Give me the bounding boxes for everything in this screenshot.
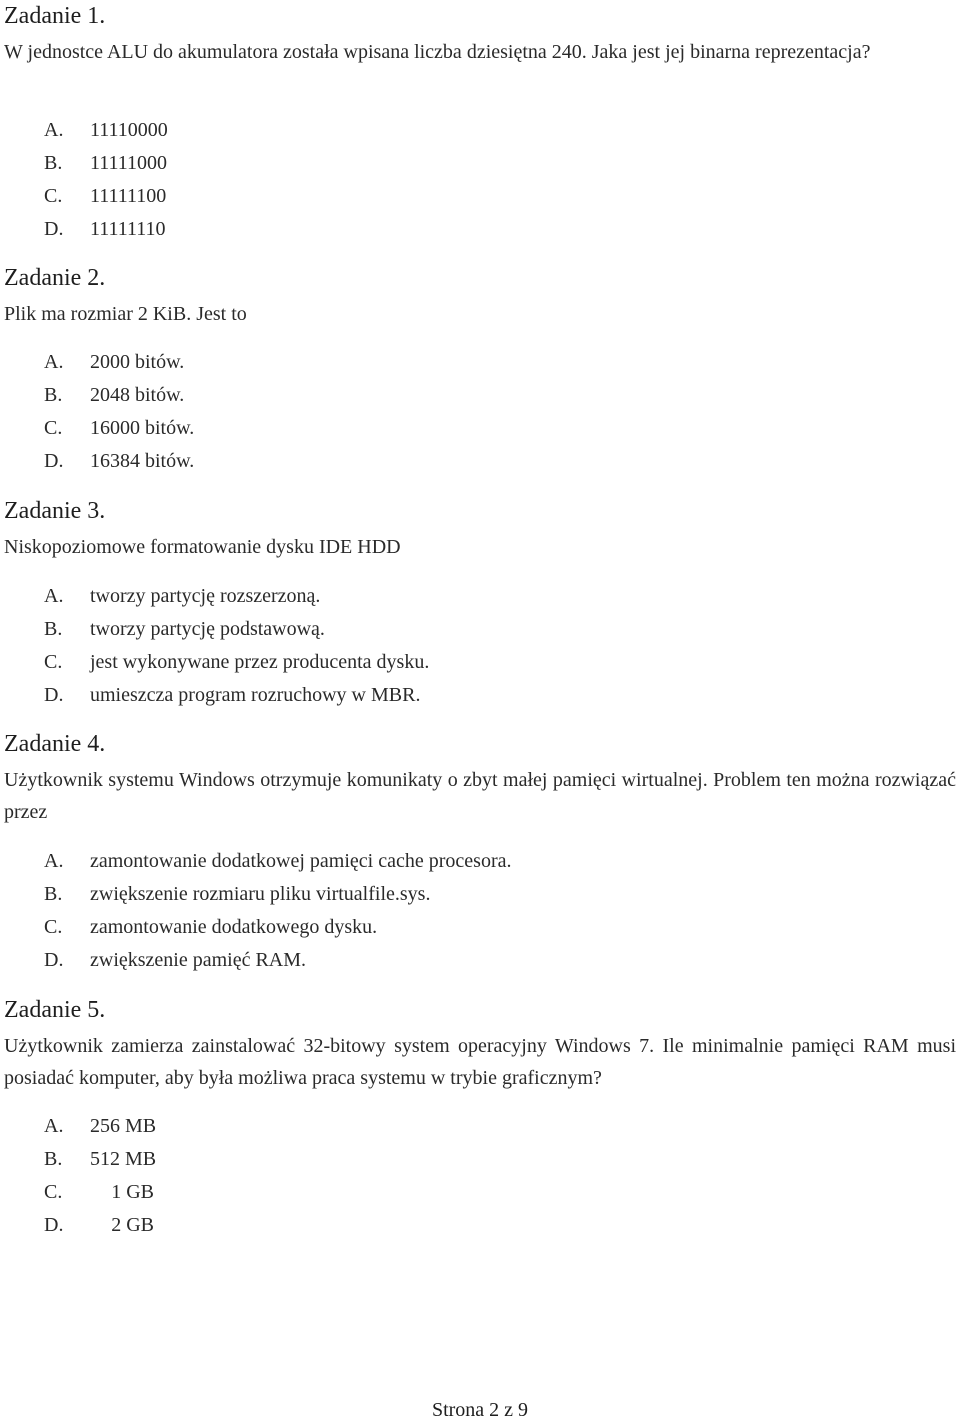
option-a: A. 2000 bitów. <box>44 351 185 373</box>
option-c: C. 16000 bitów. <box>44 417 195 439</box>
option-b: B. 2048 bitów. <box>44 384 185 406</box>
task-3-options <box>44 580 429 712</box>
option-b: B. 11111000 <box>44 152 168 174</box>
task-title: Zadanie 4. <box>4 731 106 757</box>
option-c: C. zamontowanie dodatkowego dysku. <box>44 916 378 938</box>
option-c: C. jest wykonywane przez producenta dysku. <box>44 651 430 673</box>
option-c: C. 11111100 <box>44 185 167 207</box>
task-2-options <box>44 346 194 478</box>
task-5-options <box>44 1110 156 1242</box>
option-d: D. 2 GB <box>44 1214 154 1236</box>
task-4 <box>4 728 956 828</box>
task-title: Zadanie 1. <box>4 3 106 29</box>
task-1-options <box>44 114 168 246</box>
option-d: D. 16384 bitów. <box>44 450 195 472</box>
task-question: Użytkownik systemu Windows otrzymuje komunikaty o zbyt małej pamięci wirtualnej. Problem ten można rozwiązać przez <box>4 769 956 823</box>
task-question: Niskopoziomowe formatowanie dysku IDE HDD <box>4 536 401 558</box>
option-a: A. 256 MB <box>44 1115 157 1137</box>
task-question: Plik ma rozmiar 2 KiB. Jest to <box>4 303 247 325</box>
option-a: A. zamontowanie dodatkowej pamięci cache procesora. <box>44 850 512 872</box>
option-a: A. 11110000 <box>44 119 168 141</box>
task-2 <box>4 262 956 330</box>
task-title: Zadanie 5. <box>4 997 106 1023</box>
option-c: C. 1 GB <box>44 1181 154 1203</box>
option-d: D. 11111110 <box>44 218 166 240</box>
task-question: Użytkownik zamierza zainstalować 32-bitowy system operacyjny Windows 7. Ile minimalnie pamięci RAM musi posiadać komputer, aby była możliwa praca systemu w trybie graficznym? <box>4 1035 956 1089</box>
task-question: W jednostce ALU do akumulatora została wpisana liczba dziesiętna 240. Jaka jest jej binarna reprezentacja? <box>4 41 871 63</box>
option-b: B. zwiększenie rozmiaru pliku virtualfile.sys. <box>44 883 431 905</box>
option-a: A. tworzy partycję rozszerzoną. <box>44 585 321 607</box>
task-1 <box>4 0 956 68</box>
task-3 <box>4 495 956 563</box>
task-title: Zadanie 3. <box>4 498 106 524</box>
task-title: Zadanie 2. <box>4 265 106 291</box>
task-4-options <box>44 845 511 977</box>
option-d: D. umieszcza program rozruchowy w MBR. <box>44 684 421 706</box>
page-footer: Strona 2 z 9 <box>431 1399 529 1421</box>
task-5 <box>4 994 956 1094</box>
option-b: B. 512 MB <box>44 1148 157 1170</box>
option-b: B. tworzy partycję podstawową. <box>44 618 325 640</box>
option-d: D. zwiększenie pamięć RAM. <box>44 949 307 971</box>
